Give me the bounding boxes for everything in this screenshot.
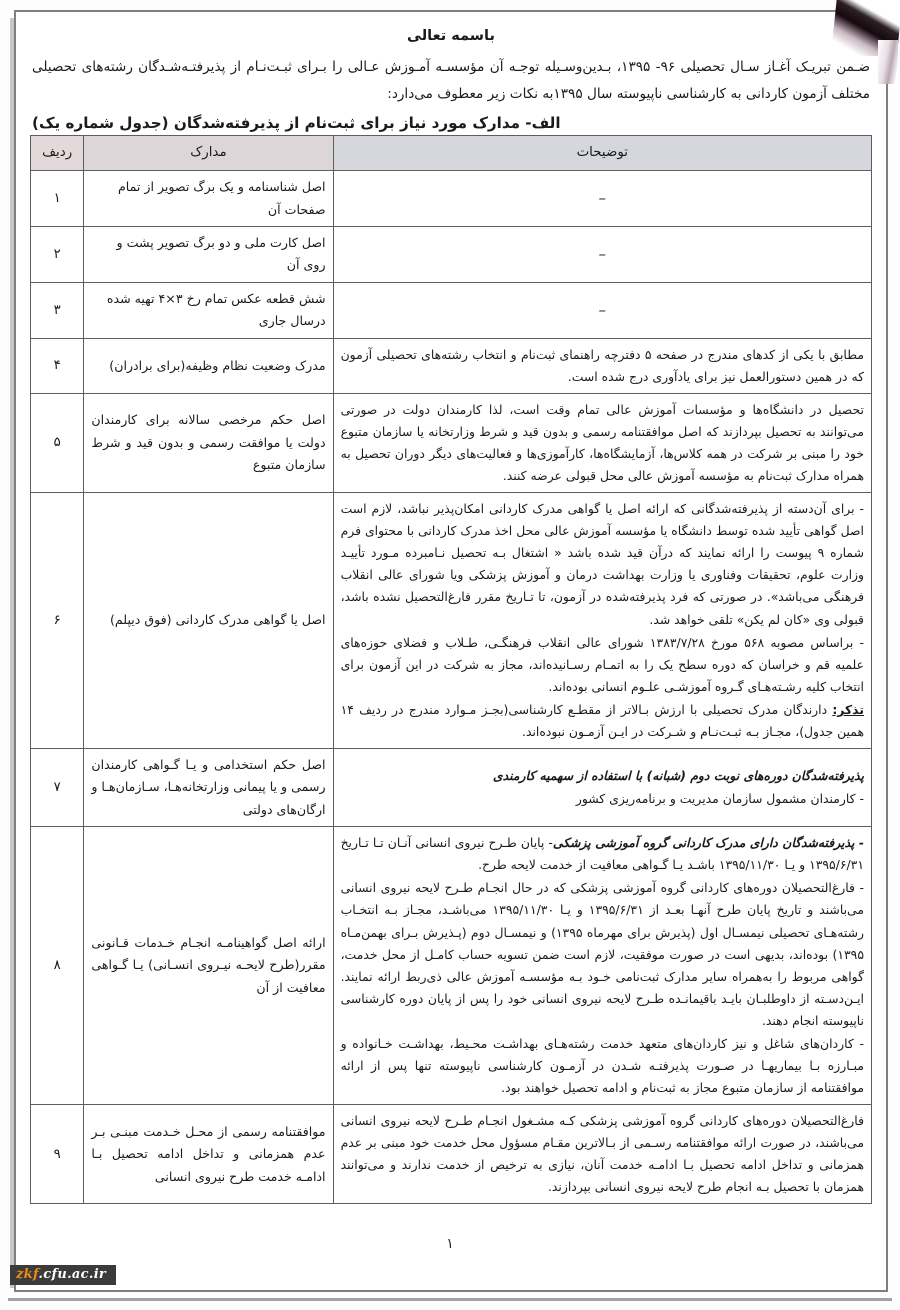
note-paragraph: - برای آن‌دسته از پذیرفته‌شدگانی که ارائه اصل یا گواهی مدرک کاردانی امکان‌پذیر نباشد، لازم است اصل گواهی تأیید شده توسط دانشگاه یا مؤسسه آموزش عالی محل اخذ مدرک کاردانی با محتوای فرم شماره ۹ پیوست را ارائه نمایند که درآن قید شده باشد « اشتغال بـه تحصیل نـامبرده مـورد تأییـد وزارت علوم، تحقیقات وفناوری یا وزارت بهداشت درمان و آموزش پزشکی ویا شورای عالی انقلاب فرهنگی می‌باشد». در صورتی که فرد پذیرفته‌شده در آزمون، تا تـاریخ مقرر فارغ‌التحصیل نشده باشد، قبولی وی «کان لم یکن» تلقی خواهد شد.: [340, 501, 864, 627]
header-cell-documents: مدارک: [84, 136, 333, 171]
table-row: [31, 393, 872, 492]
watermark-accent-text: zkf: [16, 1267, 39, 1282]
table-row: [31, 493, 872, 749]
cell-notes: –: [333, 282, 871, 338]
cell-document: شش قطعه عکس تمام رخ ۳×۴ تهیه شده درسال جاری: [84, 282, 333, 338]
cell-row-number: ۴: [31, 338, 84, 393]
cell-document: اصل حکم استخدامی و یـا گـواهی کارمندان رسمی و یا پیمانی وزارتخانه‌هـا، سـازمان‌هـا و ارگان‌های دولتی: [84, 749, 333, 827]
table-row: [31, 827, 872, 1105]
table-row: [31, 338, 872, 393]
table-row: [31, 171, 872, 227]
table-header: [31, 136, 872, 171]
document-content: [30, 20, 872, 1204]
bottom-scan-rule: [8, 1298, 892, 1301]
cell-row-number: ۷: [31, 749, 84, 827]
cell-document: موافقتنامه رسمی از محـل خـدمت مبنـی بـر عدم همزمانی و تداخل ادامه تحصیل بـا ادامـه خدمت طرح نیروی انسانی: [84, 1105, 333, 1204]
note-paragraph-emphasis: - پذیرفته‌شدگان دارای مدرک کاردانی گروه آموزشی پزشکی- پایان طـرح نیروی انسانی آنـان تـا تـاریخ ۱۳۹۵/۶/۳۱ و یـا ۱۳۹۵/۱۱/۳۰ باشـد یـا گـواهی معافیت از خدمت لایحه طرح.: [340, 835, 864, 873]
cell-row-number: ۲: [31, 227, 84, 283]
cell-document: اصل شناسنامه و یک برگ تصویر از تمام صفحات آن: [84, 171, 333, 227]
required-documents-table: [30, 135, 872, 1204]
note-paragraph: - براساس مصوبه ۵۶۸ مورخ ۱۳۸۳/۷/۲۸ شورای عالی انقلاب فرهنگـی، طـلاب و فضلای حوزه‌های علمیه قم و خراسان که دوره سطح یک را به اتمـام رسـانیده‌اند، مجاز به شرکت در این آزمون برای انتخاب کلیه رشـته‌هـای گـروه آموزشـی علـوم انسانی بوده‌اند.: [340, 634, 864, 694]
cell-document: مدرک وضعیت نظام وظیفه(برای برادران): [84, 338, 333, 393]
cell-row-number: ۹: [31, 1105, 84, 1204]
cell-notes: [333, 493, 871, 749]
cell-row-number: ۱: [31, 171, 84, 227]
header-cell-row-number: ردیف: [31, 136, 84, 171]
section-title-part-alef: الف- مدارک مورد نیاز برای ثبت‌نام از پذیرفته‌شدگان (جدول شماره یک): [32, 114, 561, 133]
cell-notes: فارغ‌التحصیلان دوره‌های کاردانی گروه آموزشی پزشکی کـه مشـغول انجـام طـرح لایحه نیروی انسانی می‌باشند، در صورت ارائه موافقتنامه رسـمی از بـالاترین مقـام مسؤول محل خدمت خود مبنی بر عدم همزمانی و تداخل ادامه تحصیل بـا ادامـه خدمت آنان، نیازی به ترخیص از خدمت ندارند و می‌توانند همزمان با تحصیل بـه انجام طرح لایحه نیروی انسانی بپردازند.: [333, 1105, 871, 1204]
table-row: [31, 282, 872, 338]
note-paragraph-tazakor: تذکر: دارندگان مدرک تحصیلی با ارزش بـالاتر از مقطـع کارشناسی(بجـز مـوارد مندرج در ردیف ۱۴ همین جدول)، مجـاز بـه ثبـت‌نـام و شـرکت در ایـن آزمـون نبوده‌اند.: [340, 701, 864, 739]
note-paragraph: - کارمندان مشمول سازمان مدیریت و برنامه‌ریزی کشور: [575, 791, 864, 807]
intro-paragraph: ضـمن تبریـک آغـاز سـال تحصیلی ۹۶- ۱۳۹۵، بـدین‌وسـیله توجـه آن مؤسسـه آمـوزش عـالی را بـرای ثبـت‌نـام از پذیرفتـه‌شـدگان رشته‌های تحصیلی مختلف آزمون کاردانی به کارشناسی ناپیوسته سال ۱۳۹۵به نکات زیر معطوف می‌دارد:: [32, 59, 871, 103]
cell-notes: [333, 827, 871, 1105]
cell-row-number: ۸: [31, 827, 84, 1105]
cell-notes: مطابق با یکی از کدهای مندرج در صفحه ۵ دفترچه راهنمای ثبت‌نام و انتخاب رشته‌های تحصیلی آزمون که در همین دستورالعمل نیز برای یادآوری درج شده است.: [333, 338, 871, 393]
table-row: [31, 749, 872, 827]
table-row: [31, 227, 872, 283]
table-row: [31, 1105, 872, 1204]
basmala-heading: باسمه تعالی: [407, 28, 495, 44]
note-paragraph: - کاردان‌های شاغل و نیز کاردان‌های متعهد خدمت رشته‌هـای بهداشـت محـیط، بهداشـت خـانواده و مبـارزه بـا بیماریهـا در صـورت پذیرفتـه شـدن در آزمـون کارشناسی ناپیوسته تنها پس از ارائه موافقتنامه از سازمان متبوع مجاز به ثبت‌نام و ادامه تحصیل خواهند بود.: [340, 1035, 864, 1096]
cell-document: ارائه اصل گواهینامـه انجـام خـدمات قـانونی مقرر(طرح لایحـه نیـروی انسـانی) یـا گـواهی معافیت از آن: [84, 827, 333, 1105]
cell-notes: تحصیل در دانشگاه‌ها و مؤسسات آموزش عالی تمام وقت است، لذا کارمندان دولت در صورتی می‌توانند به تحصیل بپردازند که اصل موافقتنامه رسمی و بدون قید و شرط وزارتخانه یا سازمان متبوع خود را مبنی بر شرکت در همه کلاس‌ها، آزمایشگاه‌ها، کارآموزی‌ها و فعالیت‌های دیگر دوران تحصیل به همراه مدارک ثبت‌نام به مؤسسه آموزش عالی محل قبولی عرضه کنند.: [333, 393, 871, 492]
site-watermark: [10, 1265, 116, 1285]
cell-row-number: ۳: [31, 282, 84, 338]
cell-document: اصل حکم مرخصی سالانه برای کارمندان دولت یا موافقت رسمی و بدون قید و شرط سازمان متبوع: [84, 393, 333, 492]
header-cell-notes: توضیحات: [333, 136, 871, 171]
cell-notes: –: [333, 227, 871, 283]
cell-notes: [333, 749, 871, 827]
cell-row-number: ۵: [31, 393, 84, 492]
note-paragraph: - فارغ‌التحصیلان دوره‌های کاردانی گروه آموزشی پزشکی که در حال انجـام طـرح لایحه نیروی انسانی می‌باشند و تاریخ پایان طرح آنهـا بعـد از ۱۳۹۵/۶/۳۱ و یـا ۱۳۹۵/۱۱/۳۰ می‌باشـد، مجـاز بـه انتخـاب رشته‌هـای تحصیلی نیمسـال اول (پذیرش برای مهرماه ۱۳۹۵) و نیمسـال دوم (پـذیرش بـرای بهمن‌مـاه ۱۳۹۵) بوده‌اند، بدیهی است در صورت موفقیت، لازم است ضمن تسویه حساب کامـل از محل خدمت، گواهی مربوط را به‌همراه سایر مدارک ثبت‌نامی خـود بـه مؤسسـه آموزش عالی ذی‌ربط ارائه نمایند. ایـن‌دسـته از داوطلبـان بایـد باقیمانـده طـرح لایحه نیروی انسانی خود را پس از پایان دوره کارشناسی ناپیوسته انجام دهند.: [340, 880, 865, 1028]
table-header-row: [31, 136, 872, 171]
watermark-domain-text: .cfu.ac.ir: [38, 1267, 107, 1282]
table-body: [31, 171, 872, 1204]
note-paragraph-emphasis: پذیرفته‌شدگان دوره‌های نوبت دوم (شبانه) با استفاده از سهمیه کارمندی: [492, 768, 864, 784]
cell-document: اصل کارت ملی و دو برگ تصویر پشت و روی آن: [84, 227, 333, 283]
cell-notes: –: [333, 171, 871, 227]
cell-document: اصل یا گواهی مدرک کاردانی (فوق دیپلم): [84, 493, 333, 749]
cell-row-number: ۶: [31, 493, 84, 749]
page-number: ۱: [446, 1236, 454, 1252]
